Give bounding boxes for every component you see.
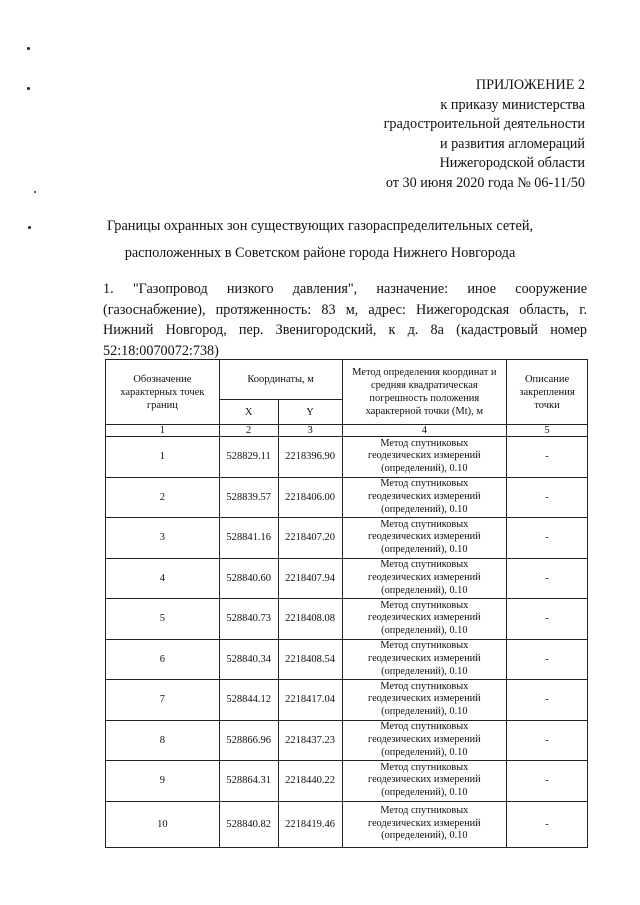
method-line: Метод спутниковых [380,478,469,490]
method-line: (определений), 0.10 [381,787,468,799]
method-line: геодезических измерений [368,733,481,745]
method-line: геодезических измерений [368,531,481,543]
column-number: 2 [219,425,278,437]
y-coordinate: 2218406.00 [278,477,342,518]
table-body [106,437,588,848]
paragraph-line: 1. "Газопровод низкого давления", назначение: иное сооружение [103,281,587,297]
method-line: Метод спутниковых [380,559,469,571]
method-cell [342,437,507,478]
scan-dot [27,47,30,50]
fixation-description: - [507,801,588,847]
method-cell [342,518,507,559]
point-number: 6 [106,639,220,680]
header-line: от 30 июня 2020 года № 06-11/50 [385,174,585,191]
scan-dot [34,191,36,193]
method-cell [342,599,507,640]
method-line: геодезических измерений [368,774,481,786]
header-coordinates: Координаты, м [219,360,342,400]
header-line: и развития агломераций [439,135,585,152]
column-number: 5 [507,425,588,437]
table-row [106,437,588,478]
y-coordinate: 2218417.04 [278,680,342,721]
y-coordinate: 2218419.46 [278,801,342,847]
title-line: расположенных в Советском районе города Нижнего Новгорода [124,245,516,261]
header-line: к приказу министерства [440,96,585,113]
method-cell [342,720,507,761]
header-method: Метод определения координат и средняя квадратическая погрешность положения характерной точки (Mt), м [342,360,507,425]
column-number: 3 [278,425,342,437]
method-cell [342,639,507,680]
method-line: Метод спутниковых [380,518,469,530]
y-coordinate: 2218408.54 [278,639,342,680]
point-number: 7 [106,680,220,721]
method-line: Метод спутниковых [380,761,469,773]
fixation-description: - [507,761,588,802]
paragraph-line: (газоснабжение), протяженность: 83 м, адрес: Нижегородская область, г. [103,301,587,318]
table-row [106,477,588,518]
method-line: (определений), 0.10 [381,706,468,718]
method-line: геодезических измерений [368,612,481,624]
title-line: Границы охранных зон существующих газораспределительных сетей, [106,218,534,234]
fixation-description: - [507,599,588,640]
fixation-description: - [507,558,588,599]
y-coordinate: 2218408.08 [278,599,342,640]
method-line: (определений), 0.10 [381,584,468,596]
x-coordinate: 528829.11 [219,437,278,478]
column-number: 4 [342,425,507,437]
point-number: 4 [106,558,220,599]
table-row [106,639,588,680]
method-line: геодезических измерений [368,490,481,502]
method-line: Метод спутниковых [380,721,469,733]
point-number: 3 [106,518,220,559]
point-number: 8 [106,720,220,761]
appendix-header [384,76,585,194]
point-number: 5 [106,599,220,640]
method-line: Метод спутниковых [380,437,469,449]
point-number: 9 [106,761,220,802]
method-line: (определений), 0.10 [381,665,468,677]
method-line: (определений), 0.10 [381,544,468,556]
method-line: (определений), 0.10 [381,463,468,475]
table-row [106,801,588,847]
method-cell [342,558,507,599]
x-coordinate: 528840.60 [219,558,278,599]
column-number: 1 [106,425,220,437]
table-row [106,761,588,802]
x-coordinate: 528844.12 [219,680,278,721]
method-line: геодезических измерений [368,652,481,664]
method-line: (определений), 0.10 [381,746,468,758]
table-row [106,518,588,559]
fixation-description: - [507,437,588,478]
y-coordinate: 2218396.90 [278,437,342,478]
x-coordinate: 528840.34 [219,639,278,680]
fixation-description: - [507,477,588,518]
header-y: Y [278,400,342,425]
method-line: (определений), 0.10 [381,830,468,842]
fixation-description: - [507,720,588,761]
method-line: Метод спутниковых [380,599,469,611]
table-row [106,599,588,640]
header-line: Нижегородской области [439,155,585,172]
method-line: геодезических измерений [368,693,481,705]
method-line: Метод спутниковых [380,640,469,652]
x-coordinate: 528839.57 [219,477,278,518]
coordinates-table [105,359,588,848]
paragraph-line: 52:18:0070072:738) [103,342,219,359]
header-point-designation: Обозначение характерных точек границ [106,360,220,425]
method-line: геодезических измерений [368,571,481,583]
x-coordinate: 528841.16 [219,518,278,559]
x-coordinate: 528840.73 [219,599,278,640]
method-cell [342,761,507,802]
method-cell [342,680,507,721]
method-line: Метод спутниковых [380,804,469,816]
y-coordinate: 2218407.20 [278,518,342,559]
point-number: 2 [106,477,220,518]
method-line: (определений), 0.10 [381,625,468,637]
table-row [106,558,588,599]
method-line: Метод спутниковых [380,680,469,692]
object-description [103,279,587,361]
y-coordinate: 2218440.22 [278,761,342,802]
method-line: геодезических измерений [368,817,481,829]
point-number: 10 [106,801,220,847]
document-title [0,213,640,267]
fixation-description: - [507,680,588,721]
method-line: геодезических измерений [368,450,481,462]
table-row [106,720,588,761]
header-line: градостроительной деятельности [383,116,585,133]
header-description: Описание закрепления точки [507,360,588,425]
header-x: X [219,400,278,425]
table-row [106,680,588,721]
x-coordinate: 528866.96 [219,720,278,761]
y-coordinate: 2218407.94 [278,558,342,599]
paragraph-line: Нижний Новгород, пер. Звенигородский, к д. 8а (кадастровый номер [103,322,587,338]
fixation-description: - [507,518,588,559]
fixation-description: - [507,639,588,680]
point-number: 1 [106,437,220,478]
header-line: ПРИЛОЖЕНИЕ 2 [475,77,585,93]
method-cell [342,801,507,847]
x-coordinate: 528864.31 [219,761,278,802]
y-coordinate: 2218437.23 [278,720,342,761]
method-line: (определений), 0.10 [381,503,468,515]
x-coordinate: 528840.82 [219,801,278,847]
scan-dot [27,87,30,90]
method-cell [342,477,507,518]
